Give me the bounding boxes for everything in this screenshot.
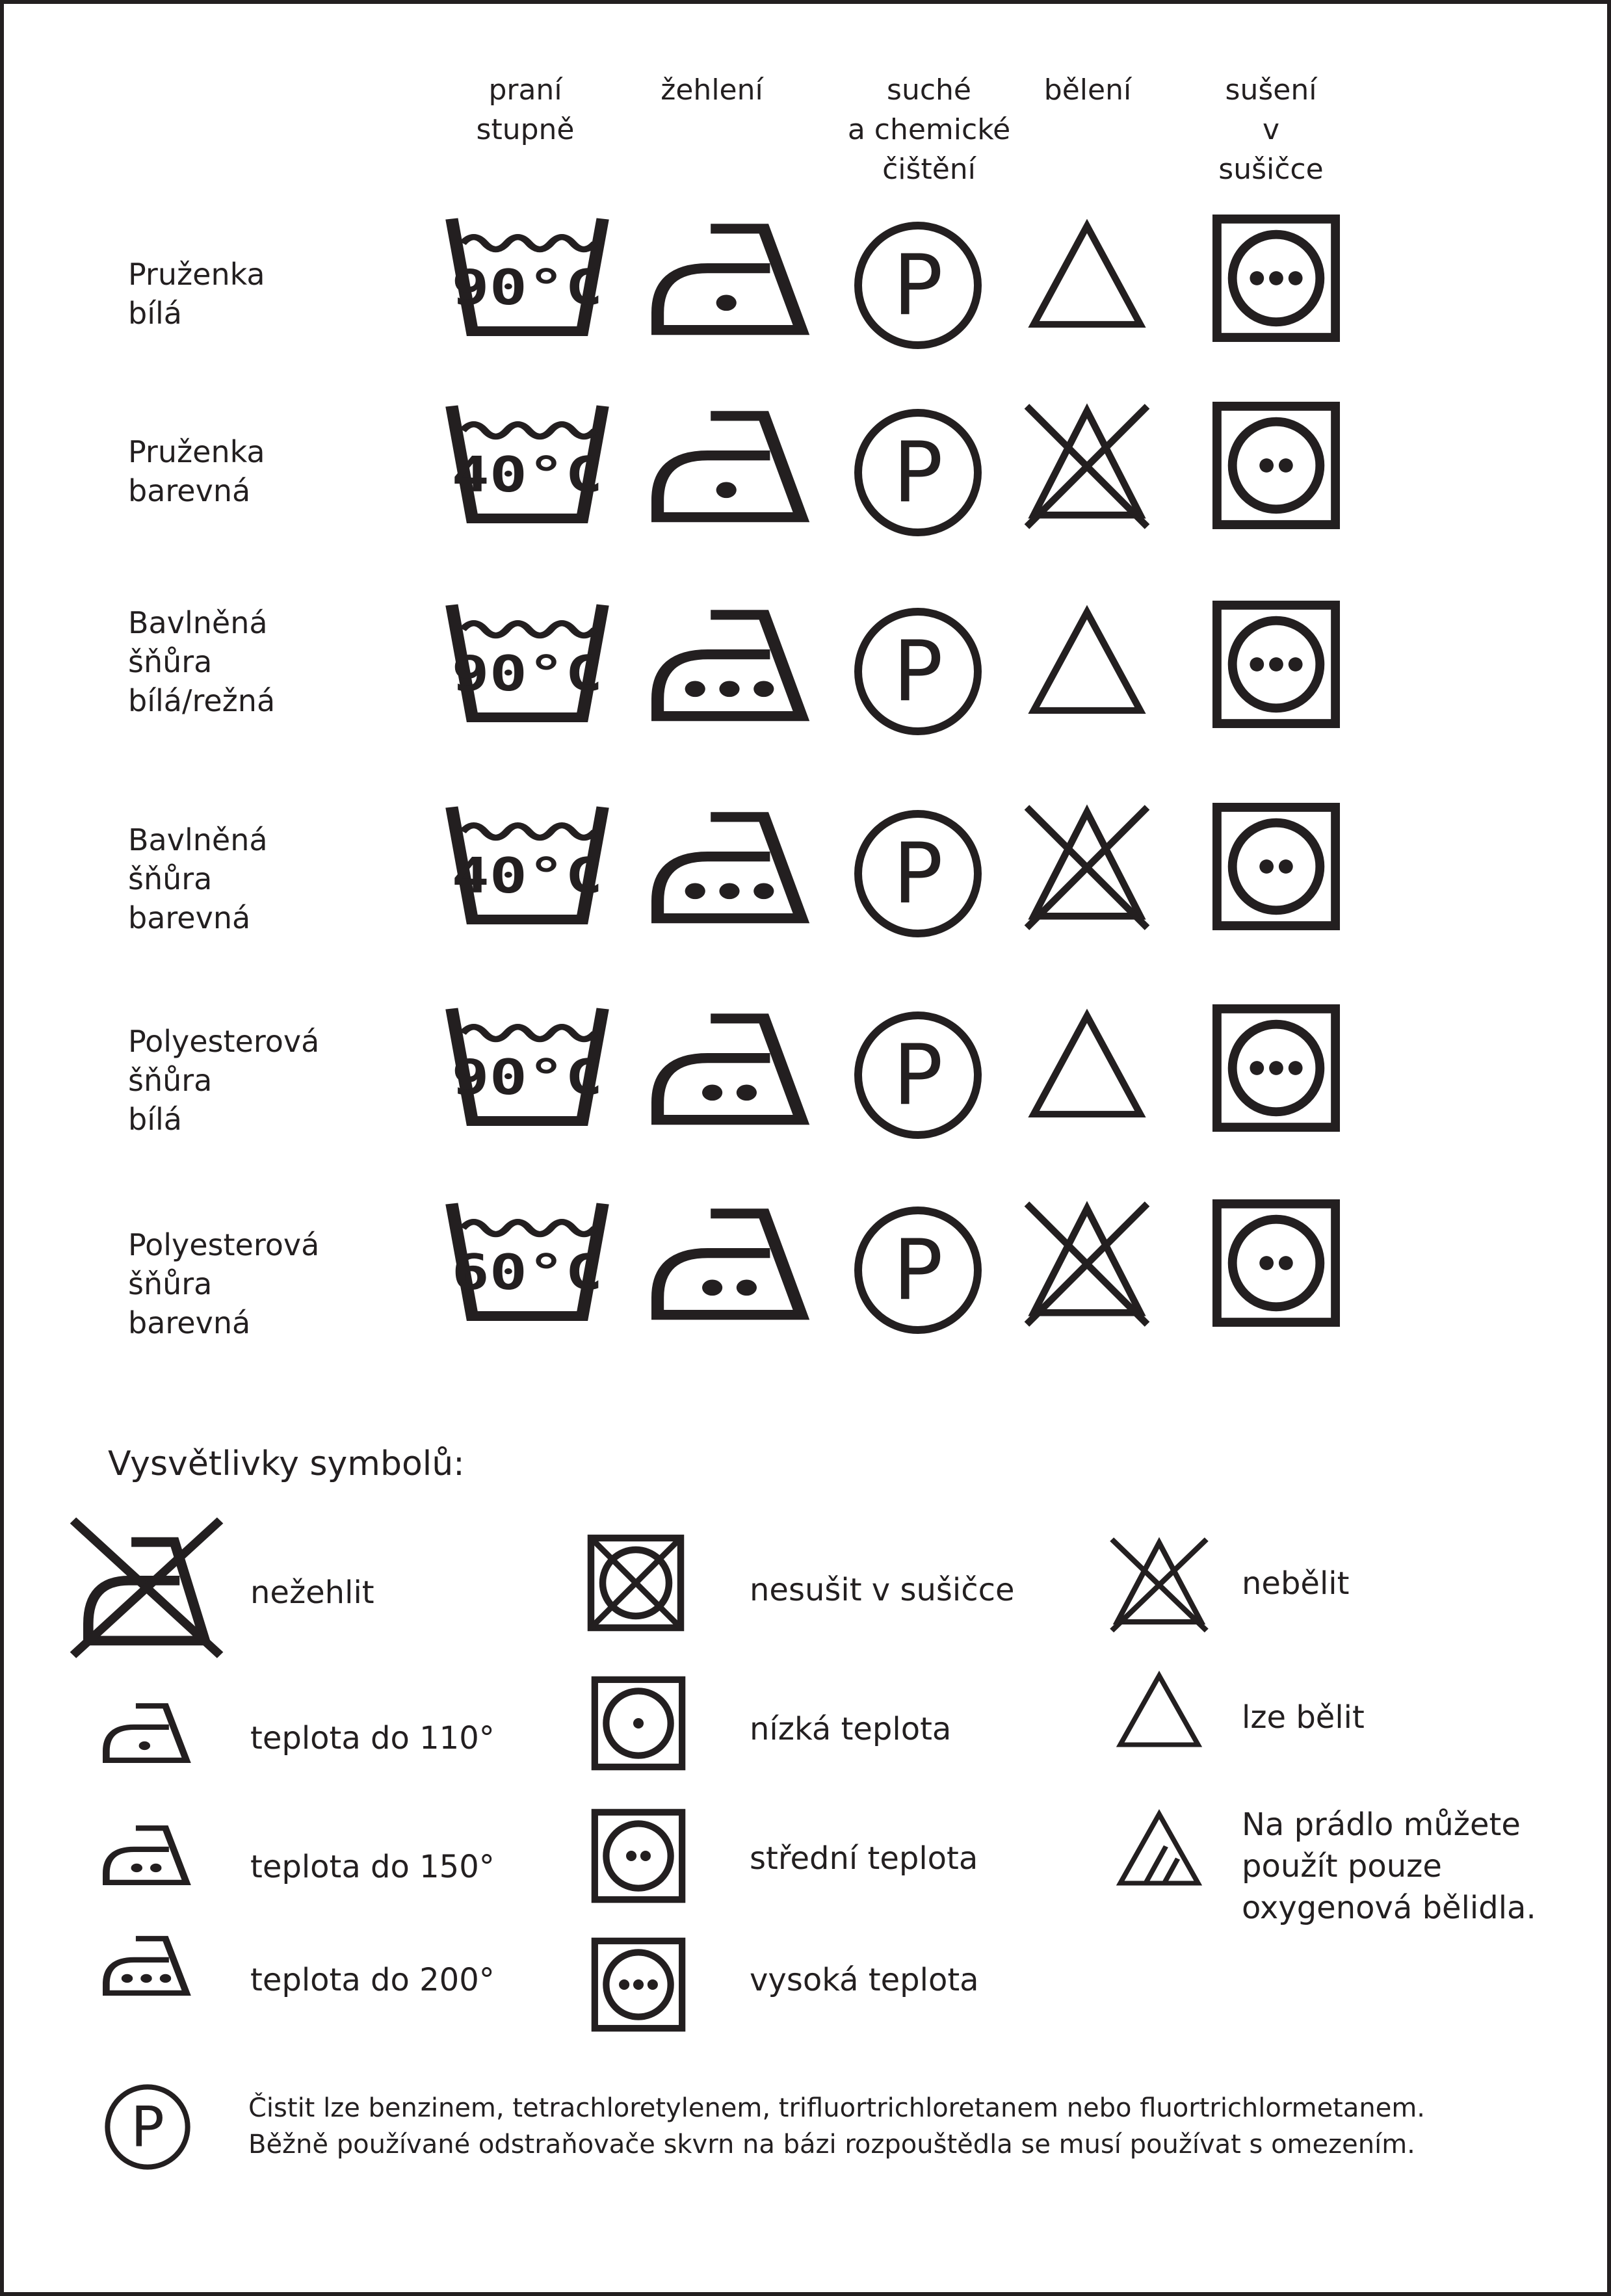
tumble-dot [1269, 271, 1283, 285]
tumble-dry-icon [591, 1808, 686, 1903]
dryclean-letter: P [893, 826, 943, 922]
wash-temperature: 90°C [451, 259, 603, 317]
dryclean-letter: P [893, 623, 943, 720]
iron-dot [685, 681, 705, 697]
tumble-dot [1259, 859, 1274, 874]
iron-dot [737, 1279, 757, 1296]
dryclean-letter: P [893, 424, 943, 521]
bleach-triangle-icon [1029, 608, 1145, 717]
wash-temperature: 40°C [451, 447, 603, 504]
tumble-dot [626, 1851, 636, 1861]
legend-no-tumble-label: nesušit v sušičce [750, 1572, 1015, 1608]
iron-icon [651, 600, 807, 724]
iron-icon [103, 1931, 190, 1997]
wash-temperature: 60°C [451, 1244, 603, 1301]
iron-dot [160, 1974, 171, 1983]
no-iron-icon [83, 1528, 210, 1648]
iron-dot [122, 1974, 133, 1983]
dryclean-p-icon [853, 1205, 983, 1335]
iron-dot [131, 1864, 142, 1872]
tumble-dot [1269, 657, 1283, 672]
tumble-dot [1279, 458, 1293, 473]
tumble-dot [633, 1979, 644, 1990]
wash-temperature: 90°C [451, 1049, 603, 1106]
dryclean-p-icon [853, 220, 983, 350]
tumble-dry-icon [1212, 1199, 1341, 1327]
wash-tub-icon [449, 401, 606, 523]
bleach-triangle-icon [1029, 1011, 1145, 1121]
dryclean-letter: P [131, 2094, 164, 2160]
legend-oxygen-bleach-label: Na prádlo můžete použít pouze oxygenová bělidla. [1242, 1807, 1536, 1926]
dryclean-letter: P [893, 237, 943, 334]
iron-icon [651, 401, 807, 525]
iron-dot [737, 1084, 757, 1101]
dryclean-p-icon [853, 809, 983, 939]
tumble-dot [1269, 1061, 1283, 1075]
wash-tub-icon [449, 1004, 606, 1126]
wash-tub-icon [449, 600, 606, 722]
tumble-dot [1250, 271, 1264, 285]
column-header-iron: žehlení [661, 73, 763, 107]
column-header-tumble: sušení v sušičce [1218, 73, 1324, 186]
legend-tumble-low-label: nízká teplota [750, 1711, 952, 1747]
cross-out-mark [1027, 406, 1147, 527]
dryclean-p-icon [853, 408, 983, 538]
legend-no-bleach-label: nebělit [1242, 1565, 1350, 1602]
footnote-dryclean-p-icon [104, 2083, 191, 2171]
no-tumble-dry-icon [587, 1534, 685, 1632]
wash-temperature: 90°C [451, 646, 603, 703]
iron-dot [716, 482, 737, 498]
legend-no-iron-label: nežehlit [250, 1574, 374, 1611]
legend-title: Vysvětlivky symbolů: [108, 1444, 465, 1483]
oxygen-bleach-icon [1117, 1811, 1201, 1888]
iron-icon [651, 802, 807, 926]
tumble-dot [1259, 1256, 1274, 1270]
tumble-dot [1250, 657, 1264, 672]
footnote-line-2: Běžně používané odstraňovače skvrn na bázi rozpouštědla se musí používat s omezením. [248, 2130, 1415, 2159]
tumble-dot [1289, 1061, 1303, 1075]
iron-dot [753, 883, 774, 899]
legend-iron-150-label: teplota do 150° [250, 1849, 495, 1885]
tumble-dry-icon [591, 1937, 686, 2032]
iron-dot [685, 883, 705, 899]
cross-out-mark [1027, 807, 1147, 928]
column-header-bleach: bělení [1043, 73, 1132, 107]
dryclean-letter: P [893, 1222, 943, 1319]
legend-tumble-medium-label: střední teplota [750, 1840, 978, 1877]
legend-iron-200-label: teplota do 200° [250, 1962, 495, 1998]
cross-out-mark [1027, 1204, 1147, 1324]
tumble-dry-icon [1212, 214, 1341, 343]
iron-dot [702, 1084, 722, 1101]
row-label: Pruženka barevná [128, 434, 265, 508]
iron-icon [651, 1004, 807, 1127]
iron-dot [753, 681, 774, 697]
dryclean-letter: P [893, 1027, 943, 1124]
wash-tub-icon [449, 802, 606, 924]
tumble-dot [619, 1979, 629, 1990]
column-header-dryclean: suché a chemické čištění [847, 73, 1011, 186]
row-label: Bavlněná šňůra barevná [128, 822, 268, 935]
no-bleach-icon [1029, 807, 1145, 923]
legend-iron-110-label: teplota do 110° [250, 1720, 495, 1756]
iron-dot [702, 1279, 722, 1296]
tumble-dry-icon [1212, 600, 1341, 729]
column-header-wash: praní stupně [476, 73, 575, 146]
wash-tub-icon [449, 214, 606, 336]
legend-tumble-high-label: vysoká teplota [750, 1962, 979, 1998]
no-bleach-icon [1029, 1204, 1145, 1320]
tumble-dot [633, 1718, 644, 1729]
iron-dot [139, 1742, 150, 1750]
bleach-triangle-icon [1117, 1673, 1201, 1749]
iron-dot [719, 883, 739, 899]
iron-icon [103, 1698, 190, 1764]
tumble-dry-icon [591, 1676, 686, 1771]
dryclean-p-icon [853, 607, 983, 737]
dryclean-footnote [248, 2090, 1425, 2163]
iron-icon [651, 214, 807, 337]
row-label: Polyesterová šňůra barevná [128, 1227, 320, 1340]
tumble-dot [1289, 271, 1303, 285]
row-label: Polyesterová šňůra bílá [128, 1024, 320, 1137]
dryclean-p-icon [853, 1010, 983, 1140]
iron-icon [103, 1820, 190, 1886]
tumble-dot [1279, 1256, 1293, 1270]
tumble-dot [1250, 1061, 1264, 1075]
legend-bleach-ok-label: lze bělit [1242, 1699, 1365, 1736]
tumble-dot [1259, 458, 1274, 473]
footnote-line-1: Čistit lze benzinem, tetrachloretylenem, trifluortrichloretanem nebo fluortrichlormetanem. [248, 2093, 1426, 2123]
row-label: Bavlněná šňůra bílá/režná [128, 605, 276, 718]
iron-dot [716, 294, 737, 311]
iron-dot [140, 1974, 151, 1983]
tumble-dry-icon [1212, 802, 1341, 931]
iron-dot [719, 681, 739, 697]
cross-out-mark [1112, 1539, 1207, 1630]
iron-icon [651, 1199, 807, 1322]
wash-temperature: 40°C [451, 848, 603, 905]
iron-dot [150, 1864, 161, 1872]
tumble-dry-icon [1212, 1004, 1341, 1132]
tumble-dot [1279, 859, 1293, 874]
wash-tub-icon [449, 1199, 606, 1321]
bleach-triangle-icon [1029, 222, 1145, 331]
no-bleach-icon [1029, 406, 1145, 522]
tumble-dot [640, 1851, 651, 1861]
tumble-dot [648, 1979, 658, 1990]
no-bleach-icon [1114, 1539, 1205, 1627]
tumble-dot [1289, 657, 1303, 672]
tumble-dry-icon [1212, 401, 1341, 530]
row-label: Pruženka bílá [128, 257, 265, 331]
